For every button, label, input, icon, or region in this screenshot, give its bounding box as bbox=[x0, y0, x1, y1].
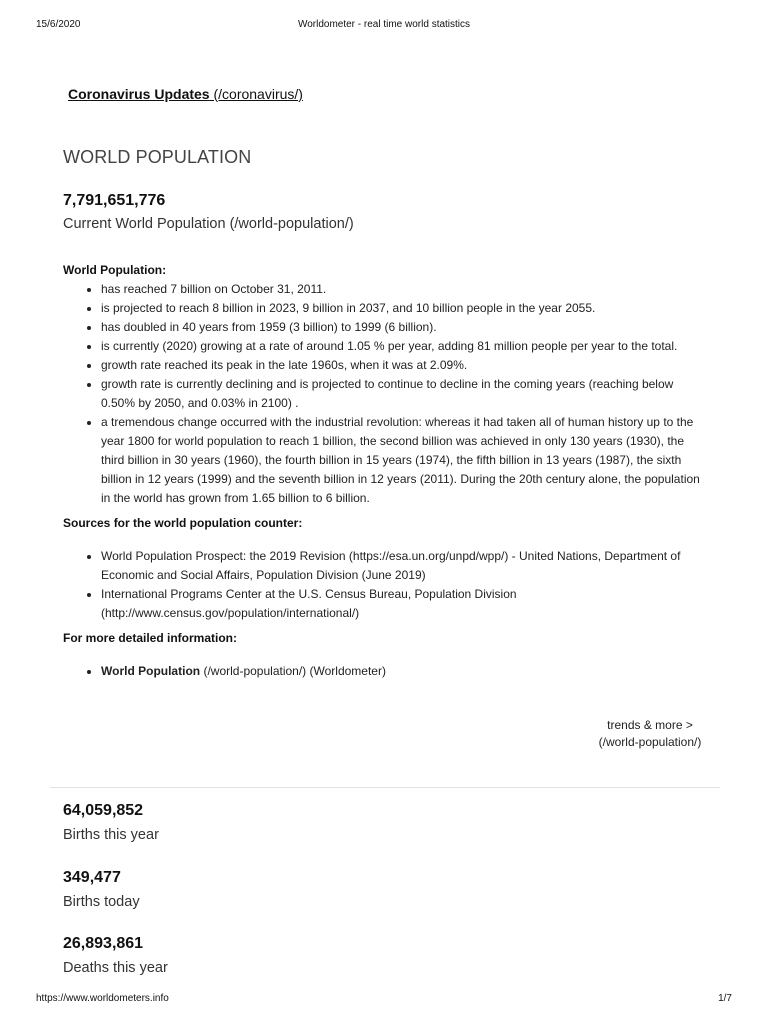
print-url: https://www.worldometers.info bbox=[36, 993, 169, 1004]
counter-caption: Births today bbox=[63, 894, 140, 910]
more-info-heading: For more detailed information: bbox=[63, 631, 238, 645]
fact-item: • growth rate is currently declining and is projected to continue to decline in the coming years (reaching below 0.50% by 2050, and 0.03% in 2100) . bbox=[101, 375, 703, 413]
divider bbox=[50, 787, 720, 788]
section-title: WORLD POPULATION bbox=[63, 147, 252, 167]
counter-value: 64,059,852 bbox=[63, 802, 144, 819]
world-population-value: 7,791,651,776 bbox=[63, 192, 166, 209]
more-info-item[interactable] bbox=[101, 662, 703, 681]
more-info-item-title: World Population bbox=[101, 664, 201, 678]
births-this-year-counter bbox=[63, 802, 159, 843]
world-population-facts bbox=[63, 280, 703, 508]
counter-caption: Births this year bbox=[63, 827, 159, 843]
source-item[interactable]: • World Population Prospect: the 2019 Revision (https://esa.un.org/unpd/wpp/) - United Nations, Department of Economic and Social Affairs, Population Division (June 2019) bbox=[101, 547, 703, 585]
content-body bbox=[63, 261, 703, 681]
counter-value: 26,893,861 bbox=[63, 935, 144, 952]
counter-caption: Deaths this year bbox=[63, 960, 168, 976]
more-info-item-rest: (/world-population/) (Worldometer) bbox=[203, 664, 386, 678]
sources-heading: Sources for the world population counter: bbox=[63, 516, 303, 530]
print-footer bbox=[36, 993, 732, 1007]
fact-item: • has doubled in 40 years from 1959 (3 billion) to 1999 (6 billion). bbox=[101, 318, 703, 337]
trends-more-link[interactable]: trends & more > (/world-population/) bbox=[598, 718, 702, 749]
print-header bbox=[36, 19, 732, 33]
births-today-counter bbox=[63, 869, 140, 910]
fact-item: • a tremendous change occurred with the industrial revolution: whereas it had taken all of human history up to the year 1800 for world population to reach 1 billion, the second billion was achieved in only 130 years (1930), the third billion in 30 years (1960), the fourth billion in 15 years (1974), the fifth billion in 13 years (1987), the sixth billion in 12 years (1999) and the seventh billion in 12 years (2011). During the 20th century alone, the population in the world has grown from 1.65 billion to 6 billion. bbox=[101, 413, 703, 508]
print-date: 15/6/2020 bbox=[36, 19, 81, 30]
coronavirus-updates-label: Coronavirus Updates bbox=[68, 86, 210, 102]
world-population-counter bbox=[63, 192, 354, 232]
print-page-title: Worldometer - real time world statistics bbox=[297, 19, 471, 30]
coronavirus-updates-url: (/coronavirus/) bbox=[213, 86, 303, 102]
print-page-number: 1/7 bbox=[718, 993, 732, 1004]
deaths-this-year-counter bbox=[63, 935, 168, 976]
coronavirus-updates-link[interactable] bbox=[68, 86, 303, 102]
fact-item: • has reached 7 billion on October 31, 2011. bbox=[101, 280, 703, 299]
sources-list bbox=[63, 547, 703, 623]
world-population-heading: World Population: bbox=[63, 263, 167, 277]
more-info-list bbox=[63, 662, 703, 681]
fact-item: • growth rate reached its peak in the late 1960s, when it was at 2.09%. bbox=[101, 356, 703, 375]
fact-item: • is currently (2020) growing at a rate of around 1.05 % per year, adding 81 million people per year to the total. bbox=[101, 337, 703, 356]
counter-value: 349,477 bbox=[63, 869, 121, 886]
source-item[interactable]: • International Programs Center at the U.S. Census Bureau, Population Division (http://www.census.gov/population/international/) bbox=[101, 585, 703, 623]
fact-item: • is projected to reach 8 billion in 2023, 9 billion in 2037, and 10 billion people in the year 2055. bbox=[101, 299, 703, 318]
world-population-caption[interactable]: Current World Population (/world-population/) bbox=[63, 216, 354, 232]
